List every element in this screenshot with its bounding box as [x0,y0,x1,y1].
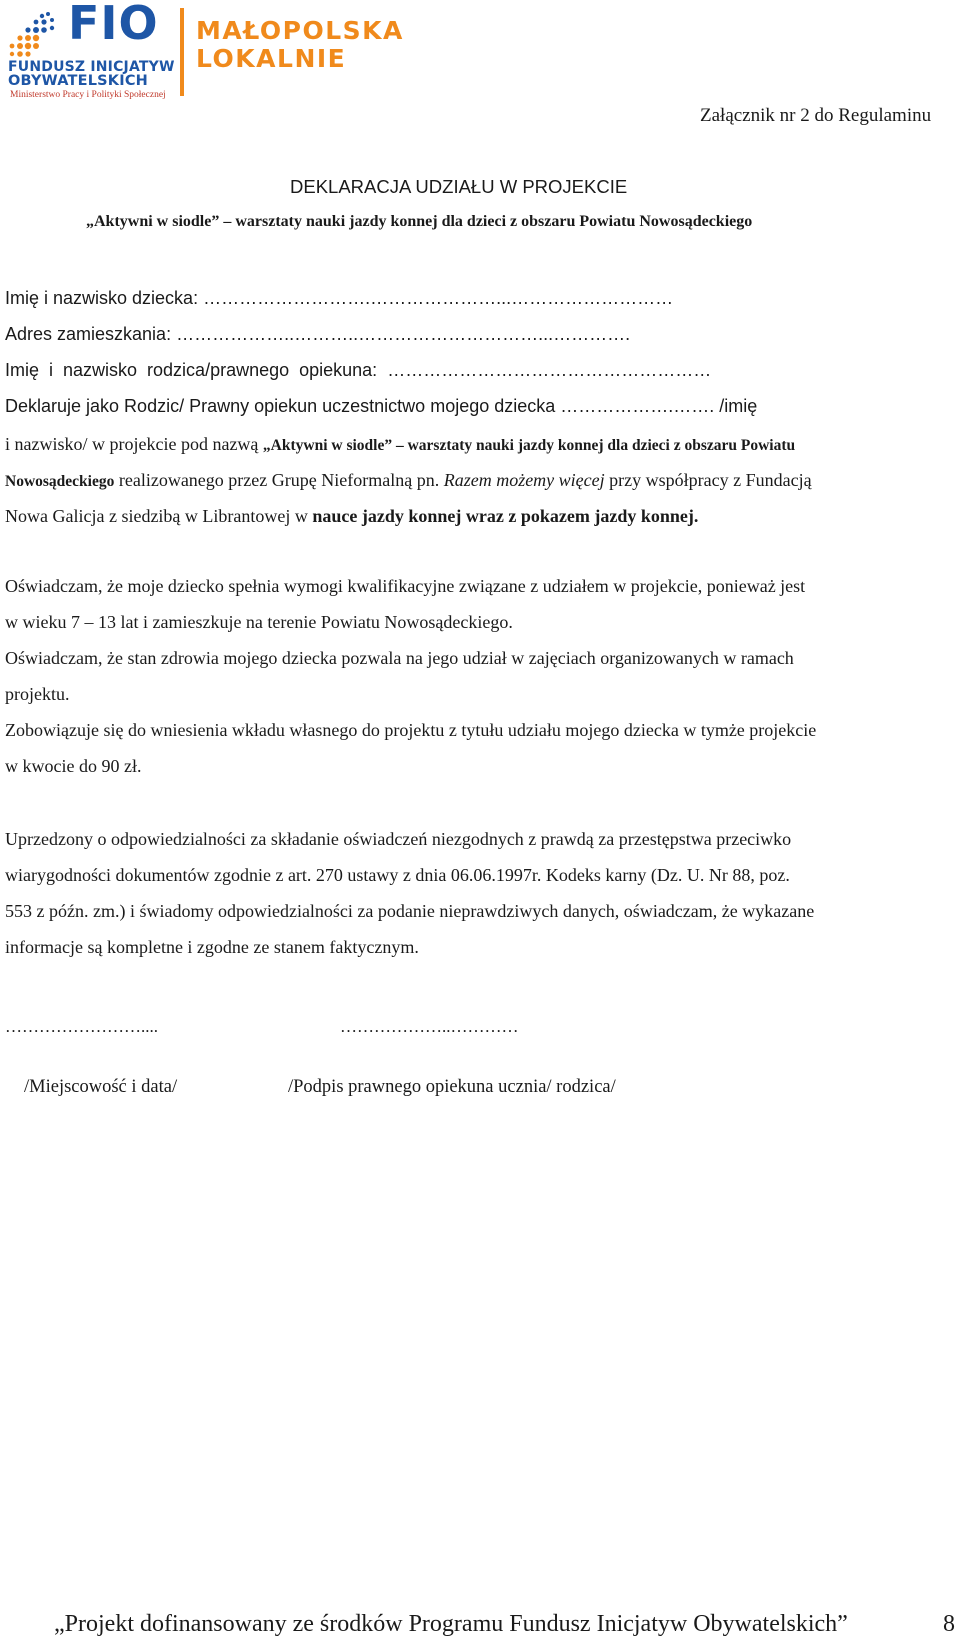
parent-name-field: Imię i nazwisko rodzica/prawnego opiekuna: ……………………………………………… [5,360,712,380]
statement-2-line2: projektu. [5,684,70,704]
warning-line2: wiarygodności dokumentów zgodnie z art. 270 ustawy z dnia 06.06.1997r. Kodeks karny (Dz. U. Nr 88, poz. [5,865,790,885]
fio-ministry-text: Ministerstwo Pracy i Polityki Społecznej [10,90,166,100]
project-name-bold: „Aktywni w siodle” – warsztaty nauki jazdy konnej dla dzieci z obszaru Powiatu [262,437,796,454]
warning-line3: 553 z późn. zm.) i świadomy odpowiedzialności za podanie nieprawdziwych danych, oświadczam, że wykazane [5,901,815,921]
fio-logo [6,0,176,100]
malopolska-line1: MAŁOPOLSKA [196,16,404,45]
logo-divider [180,8,184,96]
project-paragraph-text: Nowa Galicja z siedzibą w Librantowej w [5,506,313,526]
warning-line4: informacje są kompletne i zgodne ze stanem faktycznym. [5,937,419,957]
fio-logo-line1: FUNDUSZ INICJATYW [8,59,175,75]
declaration-start-line: Deklaruje jako Rodzic/ Prawny opiekun uczestnictwo mojego dziecka ……………….……. /imię [5,396,758,416]
group-name-italic: Razem możemy więcej [443,470,605,490]
address-field: Adres zamieszkania: ………………..………..…………………………...…………. [5,324,631,344]
page-number: 8 [943,1611,955,1637]
place-date-dots: …………………….... [5,1017,158,1036]
statement-3-line2: w kwocie do 90 zł. [5,756,142,776]
malopolska-line2: LOKALNIE [196,44,347,73]
project-paragraph-line1 [5,435,795,454]
activity-bold: nauce jazdy konnej wraz z pokazem jazdy konnej. [312,506,699,526]
project-paragraph-line3 [5,507,698,525]
project-paragraph-line2 [5,471,812,490]
project-paragraph-text: przy współpracy z Fundacją [604,470,812,490]
statement-3-line1: Zobowiązuje się do wniesienia wkładu własnego do projektu z tytułu udziału mojego dziecka w tymże projekcie [5,720,817,740]
malopolska-lokalnie-logo [196,18,404,71]
statement-2-line1: Oświadczam, że stan zdrowia mojego dziecka pozwala na jego udział w zajęciach organizowanych w ramach [5,648,794,668]
project-paragraph-text: realizowanego przez Grupę Nieformalną pn. [114,470,444,490]
statement-1-line2: w wieku 7 – 13 lat i zamieszkuje na terenie Powiatu Nowosądeckiego. [5,612,513,632]
declaration-subtitle: „Aktywni w siodle” – warsztaty nauki jazdy konnej dla dzieci z obszaru Powiatu Nowosądeckiego [86,213,753,230]
child-name-field: Imię i nazwisko dziecka: ……………………….…………………...……………………… [5,288,674,308]
fio-dots-icon [6,8,62,60]
project-name-bold-cont: Nowosądeckiego [5,473,115,490]
signature-label: /Podpis prawnego opiekuna ucznia/ rodzica/ [288,1077,616,1097]
fio-logo-word: FIO [68,0,159,50]
signature-dots: ………………..………… [340,1017,519,1036]
project-paragraph-text: i nazwisko/ w projekcie pod nazwą [5,434,263,454]
statement-1-line1: Oświadczam, że moje dziecko spełnia wymogi kwalifikacyjne związane z udziałem w projekcie, ponieważ jest [5,576,806,596]
attachment-label: Załącznik nr 2 do Regulaminu [700,105,932,126]
declaration-title: DEKLARACJA UDZIAŁU W PROJEKCIE [290,176,628,197]
fio-logo-line2: OBYWATELSKICH [8,73,149,89]
warning-line1: Uprzedzony o odpowiedzialności za składanie oświadczeń niezgodnych z prawdą za przestępstwa przeciwko [5,829,792,849]
footer-funding-note: „Projekt dofinansowany ze środków Programu Fundusz Inicjatyw Obywatelskich” [54,1611,848,1637]
place-date-label: /Miejscowość i data/ [24,1077,178,1097]
